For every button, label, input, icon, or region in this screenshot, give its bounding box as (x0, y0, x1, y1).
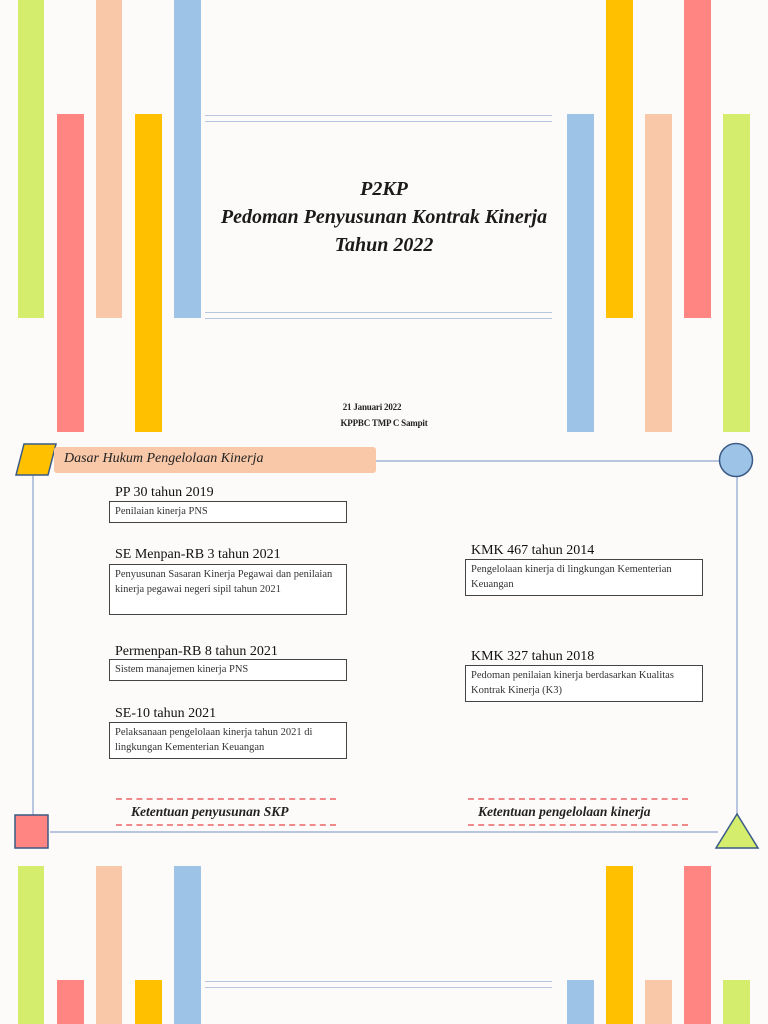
bar-coral (57, 980, 84, 1024)
title-rule-top (205, 121, 552, 122)
bar-sky (174, 0, 201, 318)
triangle-icon (714, 812, 760, 850)
bar-amber (606, 866, 633, 1024)
content-frame-top-line (376, 460, 719, 462)
bar-peach (645, 114, 672, 432)
footer-dash-right-bottom (468, 824, 688, 826)
bar-lime (18, 866, 44, 1024)
title-main: Pedoman Penyusunan Kontrak Kinerja (220, 206, 548, 228)
footer-label-skp: Ketentuan penyusunan SKP (131, 804, 289, 819)
bar-sky (174, 866, 201, 1024)
bar-coral (684, 0, 711, 318)
bar-amber (135, 980, 162, 1024)
title-rule-bottom (205, 318, 552, 319)
ref-title-se10: SE-10 tahun 2021 (115, 706, 217, 721)
circle-icon (717, 442, 755, 478)
bar-coral (57, 114, 84, 432)
content-frame-left-line (32, 474, 34, 819)
square-icon (14, 814, 50, 850)
ref-title-permenpan: Permenpan-RB 8 tahun 2021 (115, 644, 278, 659)
bar-lime (18, 0, 44, 318)
bar-lime (723, 980, 750, 1024)
footer-label-kinerja: Ketentuan pengelolaan kinerja (478, 804, 651, 819)
ref-desc-kmk327: Pedoman penilaian kinerja berdasarkan Kualitas Kontrak Kinerja (K3) (465, 665, 703, 702)
ref-desc-pp30: Penilaian kinerja PNS (109, 501, 347, 523)
bar-coral (684, 866, 711, 1024)
title-rule-top (205, 115, 552, 116)
bottom-rule (205, 981, 552, 982)
ref-title-se-menpan: SE Menpan-RB 3 tahun 2021 (115, 547, 281, 562)
bar-peach (96, 866, 122, 1024)
ref-title-kmk327: KMK 327 tahun 2018 (471, 649, 595, 664)
ref-title-pp30: PP 30 tahun 2019 (115, 485, 214, 500)
ref-desc-se-menpan: Penyusunan Sasaran Kinerja Pegawai dan penilaian kinerja pegawai negeri sipil tahun 2021 (109, 564, 347, 615)
ref-desc-permenpan: Sistem manajemen kinerja PNS (109, 659, 347, 681)
footer-dash-right-top (468, 798, 688, 800)
bar-peach (96, 0, 122, 318)
title-year: Tahun 2022 (334, 234, 434, 256)
parallelogram-icon (14, 443, 58, 477)
bar-peach (645, 980, 672, 1024)
bar-sky (567, 114, 594, 432)
content-frame-right-line (736, 476, 738, 818)
bottom-rule (205, 987, 552, 988)
title-rule-bottom (205, 312, 552, 313)
meta-office: KPPBC TMP C Sampit (340, 418, 428, 428)
ref-desc-se10: Pelaksanaan pengelolaan kinerja tahun 2021 di lingkungan Kementerian Keuangan (109, 722, 347, 759)
bar-amber (135, 114, 162, 432)
ref-title-kmk467: KMK 467 tahun 2014 (471, 543, 595, 558)
title-code: P2KP (360, 178, 408, 200)
section-banner-title: Dasar Hukum Pengelolaan Kinerja (64, 451, 264, 466)
bar-sky (567, 980, 594, 1024)
ref-desc-kmk467: Pengelolaan kinerja di lingkungan Kementerian Keuangan (465, 559, 703, 596)
bar-lime (723, 114, 750, 432)
footer-dash-left-bottom (116, 824, 336, 826)
footer-dash-left-top (116, 798, 336, 800)
meta-date: 21 Januari 2022 (342, 402, 402, 412)
content-frame-bottom-line (50, 831, 718, 833)
bar-amber (606, 0, 633, 318)
